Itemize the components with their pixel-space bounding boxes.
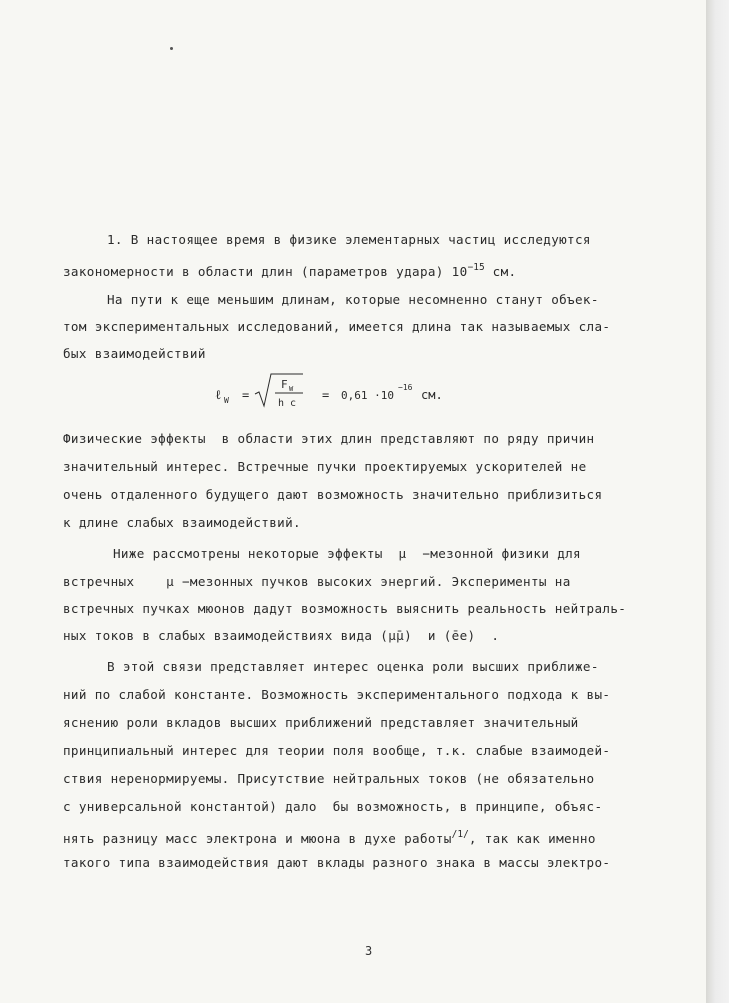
reference-1: /1/ — [451, 829, 469, 840]
paragraph-5-line-5: ствия неренормируемы. Присутствие нейтральных токов (не обязательно — [63, 771, 595, 786]
paragraph-5-line-6: с универсальной константой) дало бы возможность, в принципе, объяс- — [63, 799, 603, 814]
page-number: 3 — [365, 944, 373, 958]
formula-equals-2: = — [322, 388, 330, 402]
formula-exponent: −16 — [398, 383, 413, 392]
formula-symbol: ℓ — [215, 388, 222, 403]
page-edge-shadow — [706, 0, 729, 1003]
formula-symbol-sub: W — [224, 396, 229, 405]
paragraph-5-line-7 — [63, 827, 596, 846]
paragraph-3-line-1: Физические эффекты в области этих длин представляют по ряду причин — [63, 431, 595, 446]
paragraph-2-line-1: На пути к еще меньшим длинам, которые несомненно станут объек- — [107, 292, 599, 307]
exponent-minus-15: −15 — [467, 262, 485, 273]
paragraph-3-line-2: значительный интерес. Встречные пучки проектируемых ускорителей не — [63, 459, 587, 474]
paragraph-5-line-7-end: , так как именно — [468, 831, 596, 846]
formula-unit: см. — [421, 388, 443, 402]
formula-denominator: h c — [278, 398, 297, 409]
formula-numerator-sub: W — [289, 385, 294, 393]
paragraph-5-line-7-text: нять разницу масс электрона и мюона в духе работы — [63, 831, 452, 846]
paragraph-1-line-2 — [63, 260, 516, 279]
formula-equals-1: = — [242, 388, 250, 402]
paragraph-4-line-1: Ниже рассмотрены некоторые эффекты μ −мезонной физики для — [113, 546, 581, 561]
paragraph-1-line-1: 1. В настоящее время в физике элементарных частиц исследуются — [107, 232, 591, 247]
unit-cm: см. — [484, 264, 517, 279]
paragraph-4-line-4: ных токов в слабых взаимодействиях вида (μ̄μ) и (ēe) . — [63, 628, 500, 643]
paragraph-5-line-3: яснению роли вкладов высших приближений представляет значительный — [63, 715, 579, 730]
paragraph-2-line-3: бых взаимодействий — [63, 346, 206, 361]
paragraph-5-line-1: В этой связи представляет интерес оценка роли высших приближе- — [107, 659, 599, 674]
paragraph-3-line-3: очень отдаленного будущего дают возможность значительно приблизиться — [63, 487, 603, 502]
formula-value: 0,61 ·10 — [341, 389, 394, 402]
paragraph-3-line-4: к длине слабых взаимодействий. — [63, 515, 301, 530]
paragraph-5-line-2: ний по слабой константе. Возможность экспериментального подхода к вы- — [63, 687, 611, 702]
formula-numerator: F — [281, 378, 288, 391]
paragraph-5-line-8: такого типа взаимодействия дают вклады разного знака в массы электро- — [63, 855, 611, 870]
paper-speck — [170, 47, 173, 50]
paragraph-2-line-2: том экспериментальных исследований, имеется длина так называемых сла- — [63, 319, 611, 334]
paragraph-4-line-2: встречных μ −мезонных пучков высоких энергий. Эксперименты на — [63, 574, 571, 589]
paragraph-4-line-3: встречных пучках мюонов дадут возможность выяснить реальность нейтраль- — [63, 601, 627, 616]
paragraph-1-line-2-text: закономерности в области длин (параметров удара) 10 — [63, 264, 468, 279]
formula-weak-length — [215, 366, 455, 416]
paragraph-5-line-4: принципиальный интерес для теории поля вообще, т.к. слабые взаимодей- — [63, 743, 611, 758]
